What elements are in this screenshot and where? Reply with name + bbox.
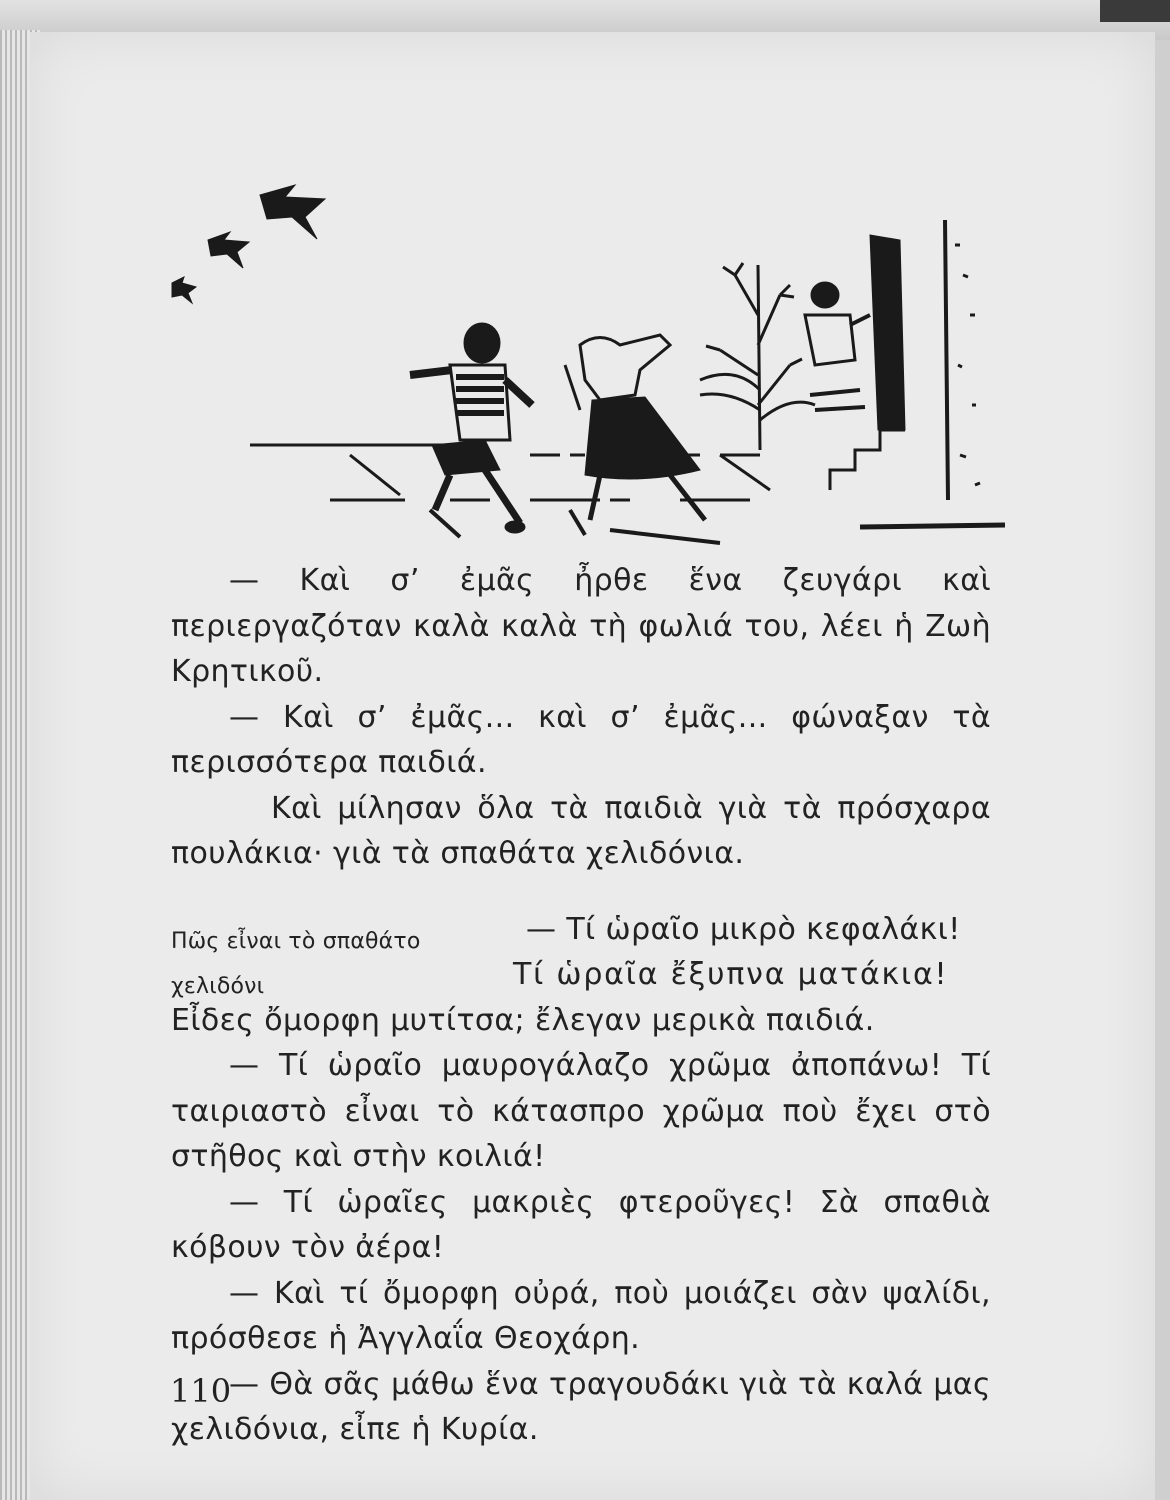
page-text (171, 558, 991, 1453)
paragraph: Εἶδες ὄμορφη μυτίτσα; ἔλεγαν μερικὰ παιδιά. (171, 1002, 875, 1038)
verse-line-2 (171, 952, 991, 998)
verse-text-line-2: Τί ὡραῖα ἔξυπνα ματάκια! (513, 957, 949, 992)
paragraph: — Καὶ τί ὄμορφη οὐρά, ποὺ μοιάζει σὰν ψαλίδι, πρόσθεσε ἡ Ἀγγλαΐα Θεοχάρη. (171, 1275, 991, 1356)
page-number: 110 (170, 1372, 232, 1410)
swallow-icon (260, 185, 325, 239)
paragraph: — Καὶ σ’ ἐμᾶς... καὶ σ’ ἐμᾶς... φώναξαν τὰ περισσότερα παιδιά. (171, 699, 991, 780)
swallow-icon (172, 277, 196, 303)
verse-text-line-1: — Τί ὡραῖο μικρὸ κεφαλάκι! (526, 911, 961, 947)
paragraph: — Θὰ σᾶς μάθω ἕνα τραγουδάκι γιὰ τὰ καλά μας χελιδόνια, εἶπε ἡ Κυρία. (171, 1366, 991, 1447)
paragraph: — Τί ὡραῖες μακριὲς φτεροῦγες! Σὰ σπαθιὰ κόβουν τὸν ἀέρα! (171, 1184, 991, 1265)
paragraph: — Καὶ σ’ ἐμᾶς ἦρθε ἕνα ζευγάρι καὶ περιεργαζόταν καλὰ καλὰ τὴ φωλιά του, λέει ἡ Ζωὴ Κρητικοῦ. (171, 563, 991, 689)
paragraph: Καὶ μίλησαν ὅλα τὰ παιδιὰ γιὰ τὰ πρόσχαρα πουλάκια· γιὰ τὰ σπαθάτα χελιδόνια. (171, 790, 991, 871)
paragraph: — Τί ὡραῖο μαυρογάλαζο χρῶμα ἀποπάνω! Τί ταιριαστὸ εἶναι τὸ κάτασπρο χρῶμα ποὺ ἔχει στὸ στῆθος καὶ στὴν κοιλιά! (171, 1048, 991, 1174)
swallow-icon (208, 232, 249, 268)
side-note-line-1: Πῶς εἶναι τὸ σπαθάτο (171, 928, 421, 954)
children-and-swallows-illustration (160, 165, 1010, 555)
scan-dark-corner (1100, 0, 1170, 22)
verse-line-1 (171, 907, 991, 953)
side-note-line-2: χελιδόνι (171, 974, 265, 999)
